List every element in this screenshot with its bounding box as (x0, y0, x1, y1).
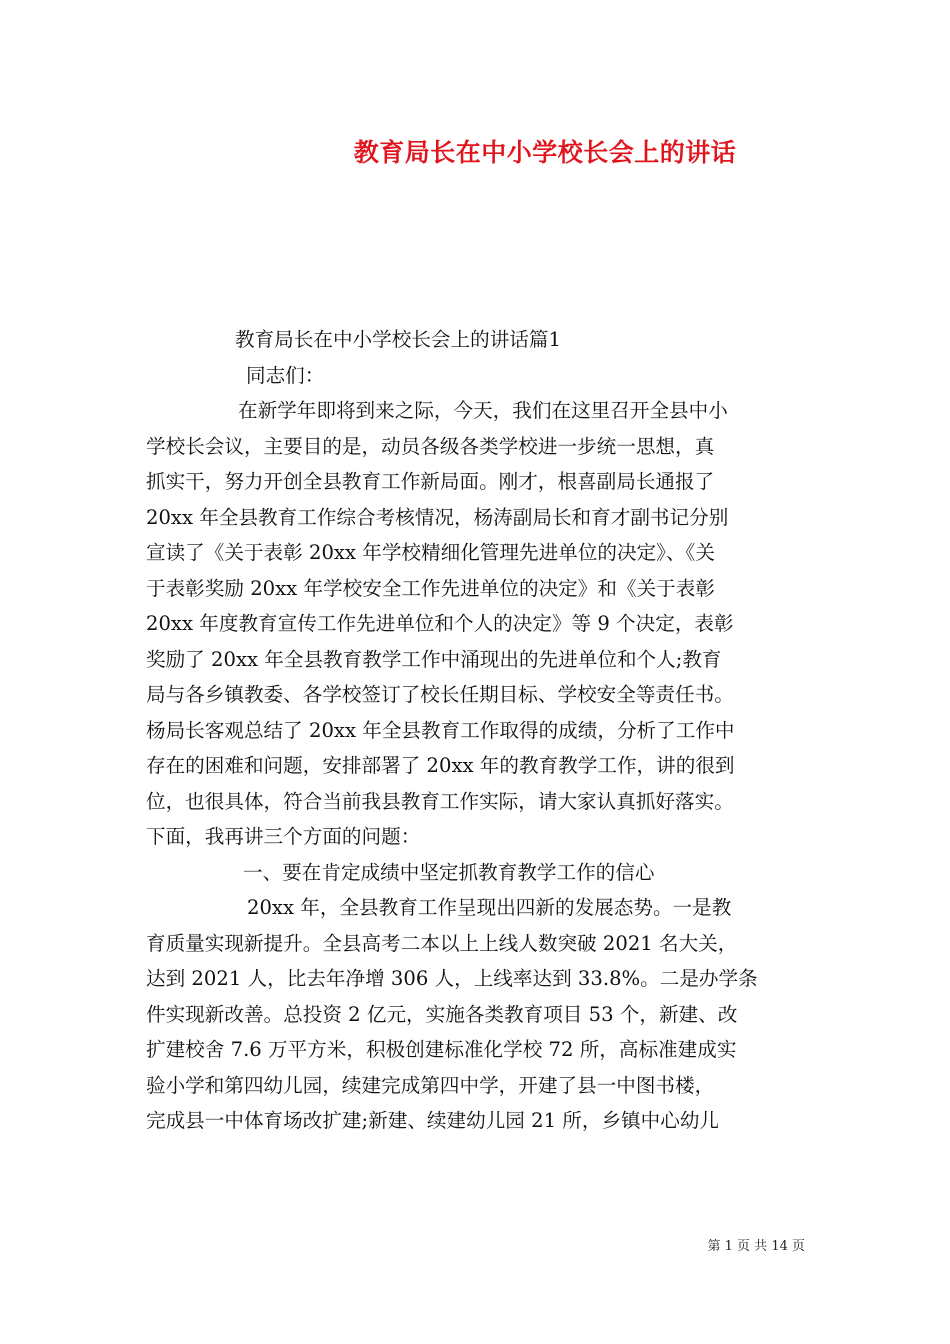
section-heading: 一、要在肯定成绩中坚定抓教育教学工作的信心 (243, 860, 655, 884)
section-subtitle: 教育局长在中小学校长会上的讲话篇1 (235, 328, 561, 351)
paragraph-line: 件实现新改善。总投资 2 亿元，实施各类教育项目 53 个，新建、改 (146, 1002, 738, 1026)
paragraph-line: 20xx 年，全县教育工作呈现出四新的发展态势。一是教 (247, 896, 732, 919)
paragraph-line: 位，也很具体，符合当前我县教育工作实际，请大家认真抓好落实。 (146, 789, 734, 813)
paragraph-line: 杨局长客观总结了 20xx 年全县教育工作取得的成绩，分析了工作中 (146, 718, 735, 742)
page-number: 第 1 页 共 14 页 (707, 1239, 805, 1254)
paragraph-line: 宣读了《关于表彰 20xx 年学校精细化管理先进单位的决定》、《关 (146, 541, 715, 564)
paragraph-line: 20xx 年全县教育工作综合考核情况，杨涛副局长和育才副书记分别 (146, 505, 729, 529)
paragraph-line: 验小学和第四幼儿园，续建完成第四中学，开建了县一中图书楼， (146, 1073, 715, 1097)
document-title: 教育局长在中小学校长会上的讲话 (353, 138, 737, 167)
paragraph-line: 抓实干，努力开创全县教育工作新局面。刚才，根喜副局长通报了 (146, 470, 715, 493)
paragraph-line: 存在的困难和问题，安排部署了 20xx 年的教育教学工作，讲的很到 (146, 754, 735, 777)
paragraph-line: 局与各乡镇教委、各学校签订了校长任期目标、学校安全等责任书。 (146, 683, 734, 706)
paragraph-line: 下面，我再讲三个方面的问题： (146, 825, 421, 848)
paragraph-line: 扩建校舍 7.6 万平方米，积极创建标准化学校 72 所，高标准建成实 (146, 1038, 737, 1061)
paragraph-line: 于表彰奖励 20xx 年学校安全工作先进单位的决定》和《关于表彰 (146, 576, 715, 600)
salutation: 同志们： (246, 363, 325, 387)
paragraph-line: 奖励了 20xx 年全县教育教学工作中涌现出的先进单位和个人;教育 (146, 647, 722, 671)
paragraph-line: 育质量实现新提升。全县高考二本以上上线人数突破 2021 名大关， (146, 931, 738, 955)
paragraph-line: 在新学年即将到来之际，今天，我们在这里召开全县中小 (238, 399, 728, 422)
paragraph-line: 学校长会议，主要目的是，动员各级各类学校进一步统一思想，真 (146, 434, 715, 458)
document-body (146, 322, 814, 1139)
paragraph-line: 达到 2021 人，比去年净增 306 人，上线率达到 33.8%。二是办学条 (146, 967, 758, 990)
paragraph-line: 20xx 年度教育宣传工作先进单位和个人的决定》等 9 个决定，表彰 (146, 612, 734, 635)
paragraph-line: 完成县一中体育场改扩建;新建、续建幼儿园 21 所，乡镇中心幼儿 (146, 1109, 720, 1132)
